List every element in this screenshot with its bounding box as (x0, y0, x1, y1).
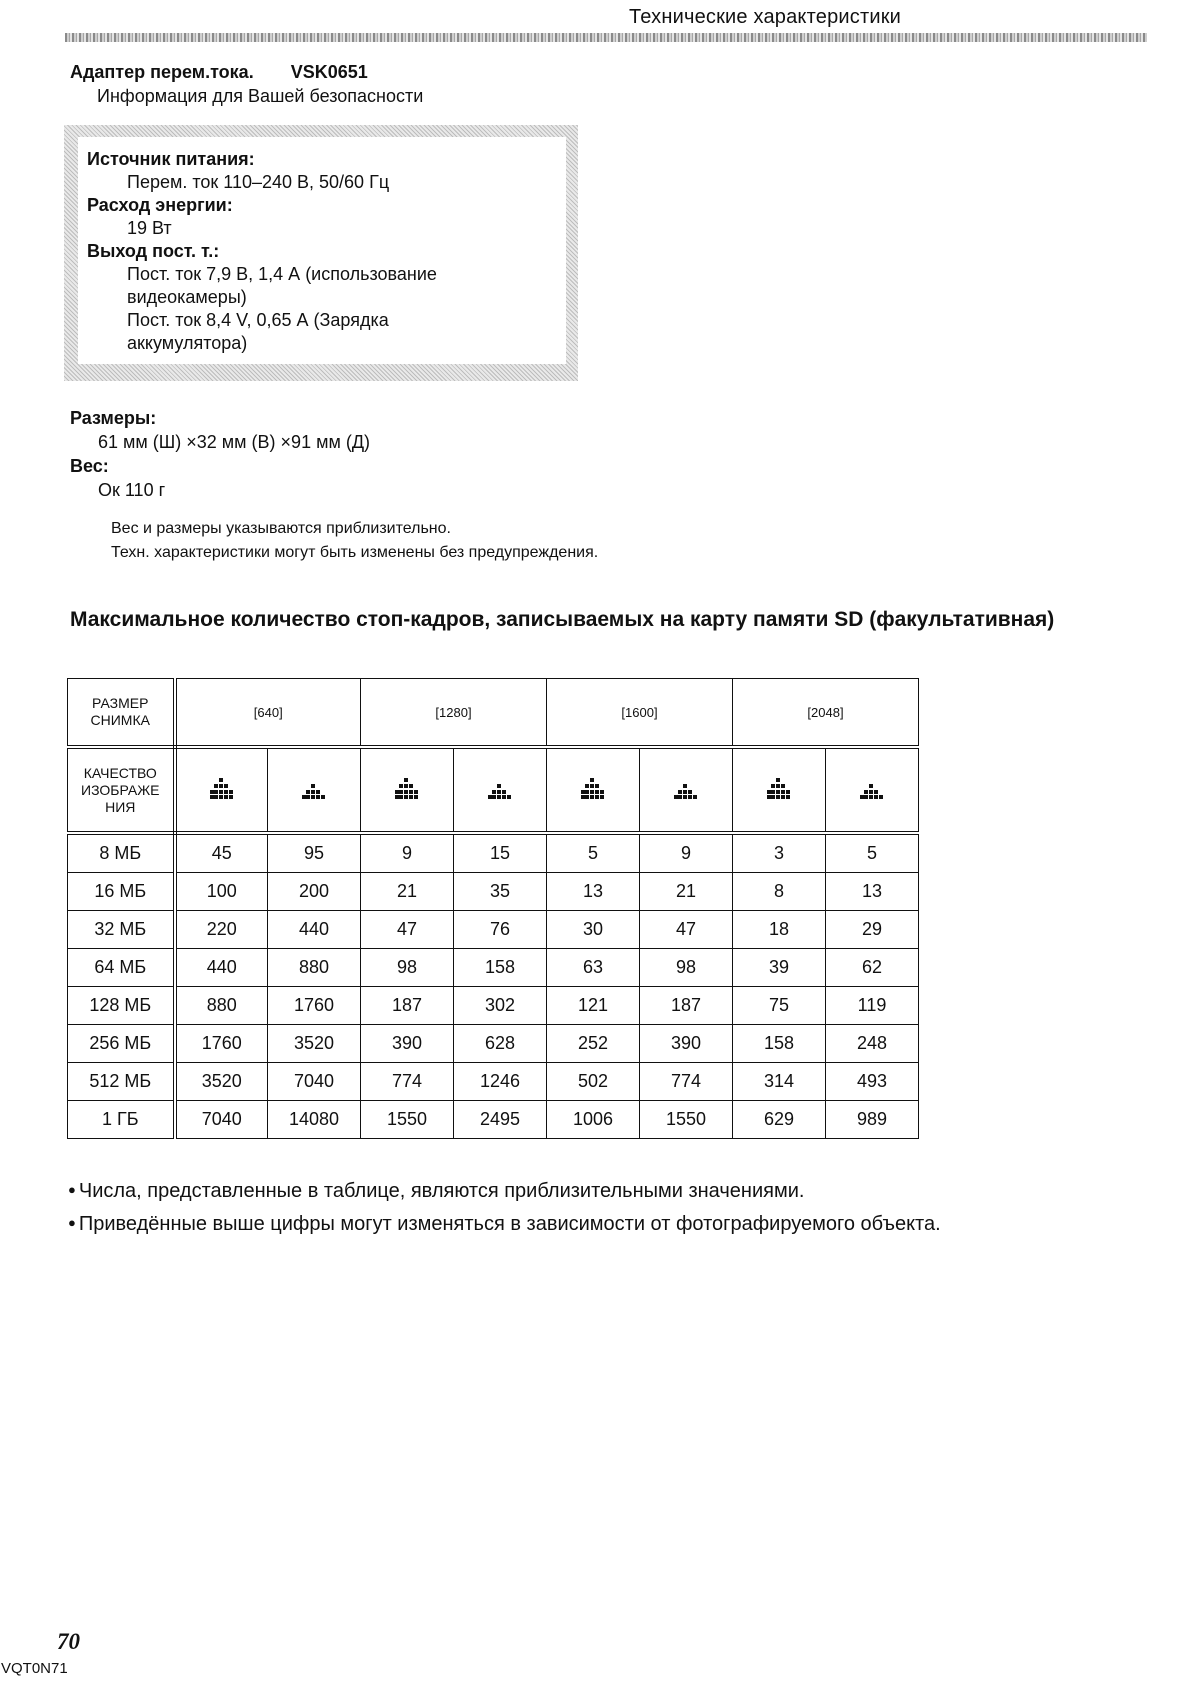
image-count: 18 (733, 911, 826, 949)
image-count: 119 (826, 987, 919, 1025)
capacity-table (67, 678, 919, 1139)
image-count: 98 (640, 949, 733, 987)
image-count: 39 (733, 949, 826, 987)
quality-icon-cell (454, 747, 547, 833)
image-count: 390 (361, 1025, 454, 1063)
image-count: 1550 (361, 1101, 454, 1139)
adapter-heading (70, 60, 368, 84)
image-count: 3520 (268, 1025, 361, 1063)
page-header-title: Технические характеристики (628, 6, 902, 28)
size-header: [2048] (733, 679, 919, 748)
image-count: 95 (268, 833, 361, 873)
image-count: 47 (361, 911, 454, 949)
image-count: 158 (733, 1025, 826, 1063)
image-count: 15 (454, 833, 547, 873)
notes (111, 517, 598, 565)
image-count: 1760 (268, 987, 361, 1025)
image-count: 8 (733, 873, 826, 911)
quality-fine-icon (394, 776, 420, 800)
card-capacity: 32 МБ (68, 911, 175, 949)
image-count: 3 (733, 833, 826, 873)
card-capacity: 8 МБ (68, 833, 175, 873)
quality-icon-cell (640, 747, 733, 833)
size-label: РАЗМЕР СНИМКА (68, 679, 175, 748)
image-count: 30 (547, 911, 640, 949)
image-count: 629 (733, 1101, 826, 1139)
image-count: 9 (640, 833, 733, 873)
quality-fine-icon (766, 776, 792, 800)
size-header: [640] (175, 679, 361, 748)
note-line: Техн. характеристики могут быть изменены без предупреждения. (111, 544, 599, 561)
size-header: [1280] (361, 679, 547, 748)
image-count: 390 (640, 1025, 733, 1063)
card-capacity: 16 МБ (68, 873, 175, 911)
image-count: 187 (361, 987, 454, 1025)
image-count: 220 (175, 911, 268, 949)
image-count: 75 (733, 987, 826, 1025)
power-spec-list (87, 148, 567, 355)
quality-fine-icon (580, 776, 606, 800)
image-count: 158 (454, 949, 547, 987)
image-count: 2495 (454, 1101, 547, 1139)
image-count: 5 (547, 833, 640, 873)
image-count: 628 (454, 1025, 547, 1063)
image-count: 100 (175, 873, 268, 911)
dc-output-line: видеокамеры) (127, 287, 247, 307)
adapter-model: VSK0651 (290, 62, 368, 82)
image-count: 200 (268, 873, 361, 911)
dimensions-weight (70, 406, 770, 502)
image-count: 62 (826, 949, 919, 987)
image-count: 13 (826, 873, 919, 911)
dimensions-heading: Размеры: (70, 408, 157, 428)
document-code: VQT0N71 (1, 1660, 68, 1677)
image-count: 45 (175, 833, 268, 873)
image-count: 774 (640, 1063, 733, 1101)
quality-row (68, 747, 919, 833)
dc-output-line: аккумулятора) (127, 333, 248, 353)
image-count: 1006 (547, 1101, 640, 1139)
image-count: 440 (268, 911, 361, 949)
table-row (68, 873, 919, 911)
image-count: 1550 (640, 1101, 733, 1139)
header-divider (65, 33, 1147, 42)
bullet-item: ● Приведённые выше цифры могут изменяться в зависимости от фотографируемого объекта. (68, 1207, 1178, 1240)
quality-fine-icon (209, 776, 235, 800)
card-capacity: 64 МБ (68, 949, 175, 987)
quality-icon-cell (175, 747, 268, 833)
image-count: 21 (640, 873, 733, 911)
size-header: [1600] (547, 679, 733, 748)
image-count: 248 (826, 1025, 919, 1063)
image-count: 29 (826, 911, 919, 949)
quality-normal-icon (301, 776, 327, 800)
image-count: 98 (361, 949, 454, 987)
note-line: Вес и размеры указываются приблизительно. (111, 520, 451, 537)
quality-normal-icon (673, 776, 699, 800)
table-row (68, 911, 919, 949)
image-count: 14080 (268, 1101, 361, 1139)
card-capacity: 128 МБ (68, 987, 175, 1025)
table-row (68, 833, 919, 873)
image-count: 7040 (175, 1101, 268, 1139)
quality-icon-cell (547, 747, 640, 833)
power-consumption-value: 19 Вт (127, 218, 172, 238)
table-row (68, 1101, 919, 1139)
image-count: 9 (361, 833, 454, 873)
image-count: 440 (175, 949, 268, 987)
image-count: 47 (640, 911, 733, 949)
image-count: 1760 (175, 1025, 268, 1063)
image-count: 7040 (268, 1063, 361, 1101)
quality-icon-cell (826, 747, 919, 833)
image-count: 252 (547, 1025, 640, 1063)
table-row (68, 987, 919, 1025)
weight-heading: Вес: (70, 456, 109, 476)
bullet-item: ● Числа, представленные в таблице, являются приблизительными значениями. (68, 1174, 1178, 1207)
image-count: 3520 (175, 1063, 268, 1101)
dc-output-heading: Выход пост. т.: (87, 241, 220, 261)
image-count: 1246 (454, 1063, 547, 1101)
quality-icon-cell (361, 747, 454, 833)
image-count: 880 (268, 949, 361, 987)
table-row (68, 1063, 919, 1101)
image-count: 989 (826, 1101, 919, 1139)
power-source-value: Перем. ток 110–240 В, 50/60 Гц (127, 172, 390, 192)
quality-label: КАЧЕСТВО ИЗОБРАЖЕ НИЯ (68, 747, 175, 833)
dimensions-value: 61 мм (Ш) ×32 мм (В) ×91 мм (Д) (98, 432, 371, 452)
image-count: 121 (547, 987, 640, 1025)
image-count: 774 (361, 1063, 454, 1101)
image-count: 302 (454, 987, 547, 1025)
power-source-heading: Источник питания: (87, 149, 255, 169)
image-count: 13 (547, 873, 640, 911)
power-consumption-heading: Расход энергии: (87, 195, 233, 215)
image-count: 63 (547, 949, 640, 987)
weight-value: Ок 110 г (98, 480, 166, 500)
safety-info: Информация для Вашей безопасности (97, 86, 424, 106)
dc-output-line: Пост. ток 8,4 V, 0,65 А (Зарядка (127, 310, 389, 330)
adapter-label: Адаптер перем.тока. (70, 62, 254, 82)
quality-normal-icon (487, 776, 513, 800)
table-row (68, 949, 919, 987)
image-count: 880 (175, 987, 268, 1025)
quality-icon-cell (268, 747, 361, 833)
image-count: 76 (454, 911, 547, 949)
section-title: Максимальное количество стоп-кадров, записываемых на карту памяти SD (факультативная) (70, 608, 1055, 631)
card-capacity: 1 ГБ (68, 1101, 175, 1139)
page-number: 70 (57, 1629, 80, 1654)
table-header-row (68, 679, 919, 748)
card-capacity: 256 МБ (68, 1025, 175, 1063)
bullet-list (68, 1174, 1178, 1240)
image-count: 187 (640, 987, 733, 1025)
image-count: 502 (547, 1063, 640, 1101)
quality-icon-cell (733, 747, 826, 833)
image-count: 21 (361, 873, 454, 911)
image-count: 35 (454, 873, 547, 911)
dc-output-line: Пост. ток 7,9 В, 1,4 А (использование (127, 264, 437, 284)
table-row (68, 1025, 919, 1063)
image-count: 314 (733, 1063, 826, 1101)
quality-normal-icon (859, 776, 885, 800)
image-count: 5 (826, 833, 919, 873)
image-count: 493 (826, 1063, 919, 1101)
card-capacity: 512 МБ (68, 1063, 175, 1101)
